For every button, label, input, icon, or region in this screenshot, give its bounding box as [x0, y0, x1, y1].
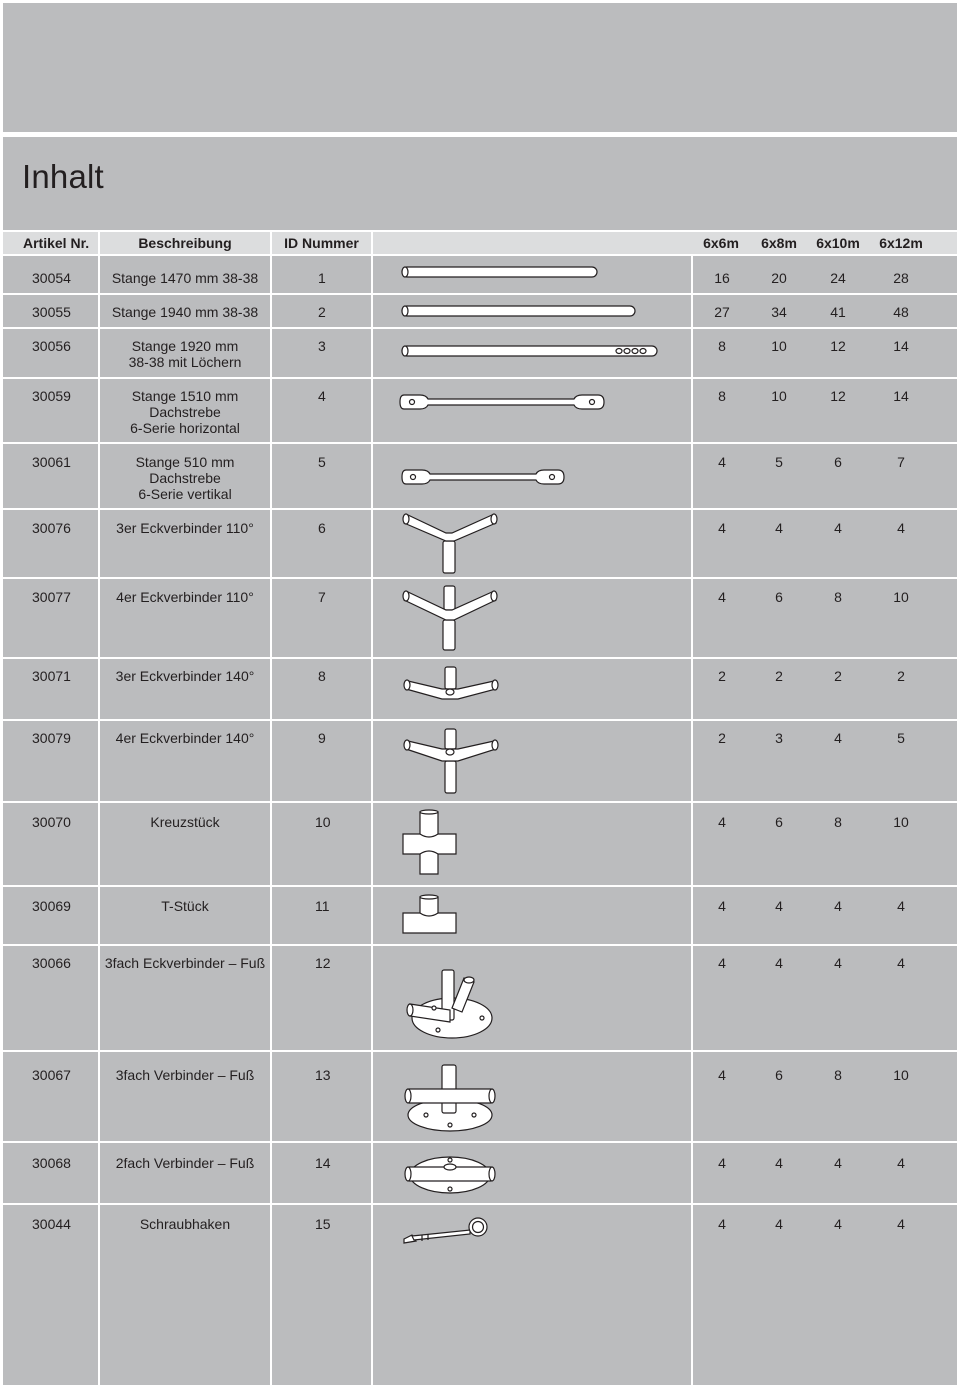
id-number: 2: [318, 304, 326, 320]
qty-6x8: 20: [771, 270, 787, 286]
vertical-roof-strut-icon: [400, 467, 568, 487]
id-number: 9: [318, 730, 326, 746]
qty-6x8: 4: [775, 1155, 783, 1171]
id-number: 3: [318, 338, 326, 354]
qty-6x10: 12: [830, 338, 846, 354]
qty-6x8: 5: [775, 454, 783, 470]
qty-6x8: 6: [775, 814, 783, 830]
qty-6x12: 10: [893, 814, 909, 830]
header-size-6x10: 6x10m: [816, 235, 860, 251]
artikel-number: 30066: [32, 955, 71, 971]
artikel-number: 30061: [32, 454, 71, 470]
description: Schraubhaken: [139, 1216, 231, 1232]
artikel-number: 30067: [32, 1067, 71, 1083]
qty-6x6: 16: [714, 270, 730, 286]
header-size-6x12: 6x12m: [879, 235, 923, 251]
horizontal-roof-strut-icon: [398, 392, 610, 412]
qty-6x10: 8: [834, 814, 842, 830]
row-separator: [3, 377, 957, 379]
qty-6x6: 4: [718, 454, 726, 470]
header-beschreibung: Beschreibung: [100, 232, 270, 254]
artikel-number: 30056: [32, 338, 71, 354]
perforated-pole-icon: [395, 341, 665, 361]
id-number: 5: [318, 454, 326, 470]
four-way-corner-connector-110-icon: [400, 584, 500, 652]
three-way-corner-foot-icon: [404, 968, 496, 1044]
qty-6x12: 5: [897, 730, 905, 746]
id-number: 6: [318, 520, 326, 536]
cross-piece-icon: [400, 808, 460, 878]
short-pole-icon: [395, 262, 605, 282]
row-separator: [3, 508, 957, 510]
id-number: 14: [315, 1155, 331, 1171]
description: Stange 1940 mm 38-38: [111, 304, 259, 320]
qty-6x12: 10: [893, 1067, 909, 1083]
id-number: 12: [315, 955, 331, 971]
qty-6x12: 28: [893, 270, 909, 286]
qty-6x10: 4: [834, 1155, 842, 1171]
qty-6x10: 24: [830, 270, 846, 286]
header-size-6x8: 6x8m: [761, 235, 797, 251]
qty-6x6: 4: [718, 898, 726, 914]
id-number: 7: [318, 589, 326, 605]
qty-6x12: 14: [893, 338, 909, 354]
description: 4er Eckverbinder 110°: [116, 589, 254, 605]
qty-6x12: 2: [897, 668, 905, 684]
artikel-number: 30055: [32, 304, 71, 320]
row-separator: [3, 442, 957, 444]
qty-6x10: 41: [830, 304, 846, 320]
qty-6x6: 4: [718, 1216, 726, 1232]
description: 3er Eckverbinder 110°: [116, 520, 254, 536]
qty-6x8: 34: [771, 304, 787, 320]
qty-6x6: 2: [718, 668, 726, 684]
qty-6x6: 8: [718, 338, 726, 354]
description: Stange 1470 mm 38-38: [111, 270, 259, 286]
three-way-corner-connector-140-icon: [402, 665, 500, 713]
artikel-number: 30044: [32, 1216, 71, 1232]
qty-6x6: 2: [718, 730, 726, 746]
id-number: 10: [315, 814, 331, 830]
description: T-Stück: [161, 898, 209, 914]
id-number: 1: [318, 270, 326, 286]
qty-6x8: 4: [775, 898, 783, 914]
long-pole-icon: [395, 301, 645, 321]
artikel-number: 30071: [32, 668, 71, 684]
two-way-foot-connector-icon: [402, 1153, 500, 1197]
row-separator: [3, 801, 957, 803]
qty-6x6: 8: [718, 388, 726, 404]
t-piece-icon: [400, 893, 460, 939]
qty-6x10: 6: [834, 454, 842, 470]
qty-6x8: 3: [775, 730, 783, 746]
row-separator: [3, 327, 957, 329]
qty-6x10: 8: [834, 589, 842, 605]
description: 4er Eckverbinder 140°: [115, 730, 255, 746]
qty-6x10: 4: [834, 955, 842, 971]
id-number: 13: [315, 1067, 331, 1083]
qty-6x6: 4: [718, 955, 726, 971]
artikel-number: 30077: [32, 589, 71, 605]
qty-6x8: 4: [775, 1216, 783, 1232]
qty-6x12: 4: [897, 898, 905, 914]
qty-6x12: 10: [893, 589, 909, 605]
artikel-number: 30069: [32, 898, 71, 914]
qty-6x10: 12: [830, 388, 846, 404]
qty-6x8: 6: [775, 589, 783, 605]
qty-6x8: 2: [775, 668, 783, 684]
artikel-number: 30070: [32, 814, 71, 830]
qty-6x12: 4: [897, 1216, 905, 1232]
header-size-6x6: 6x6m: [703, 235, 739, 251]
qty-6x10: 4: [834, 898, 842, 914]
description: 3fach Eckverbinder – Fuß: [104, 955, 266, 971]
artikel-number: 30068: [32, 1155, 71, 1171]
qty-6x12: 4: [897, 1155, 905, 1171]
row-separator: [3, 657, 957, 659]
qty-6x10: 4: [834, 1216, 842, 1232]
four-way-corner-connector-140-icon: [402, 727, 500, 797]
description: Stange 1510 mm Dachstrebe 6-Serie horizontal: [130, 388, 240, 436]
qty-6x8: 10: [771, 388, 787, 404]
qty-6x12: 7: [897, 454, 905, 470]
qty-6x8: 10: [771, 338, 787, 354]
qty-6x8: 4: [775, 520, 783, 536]
qty-6x6: 4: [718, 1155, 726, 1171]
qty-6x10: 8: [834, 1067, 842, 1083]
screw-hook-icon: [400, 1215, 492, 1249]
id-number: 11: [315, 898, 330, 914]
artikel-number: 30059: [32, 388, 71, 404]
id-number: 8: [318, 668, 326, 684]
row-separator: [3, 1141, 957, 1143]
qty-6x12: 4: [897, 955, 905, 971]
row-separator: [3, 885, 957, 887]
qty-6x12: 48: [893, 304, 909, 320]
three-way-foot-connector-icon: [402, 1063, 498, 1133]
row-separator: [3, 293, 957, 295]
id-number: 4: [318, 388, 326, 404]
header-sizes: [373, 232, 957, 254]
qty-6x6: 4: [718, 814, 726, 830]
artikel-number: 30079: [32, 730, 71, 746]
header-artikel: Artikel Nr.: [3, 232, 98, 254]
id-number: 15: [315, 1216, 331, 1232]
qty-6x8: 6: [775, 1067, 783, 1083]
row-separator: [3, 719, 957, 721]
description: 2fach Verbinder – Fuß: [115, 1155, 255, 1171]
qty-6x6: 4: [718, 589, 726, 605]
qty-6x10: 4: [834, 730, 842, 746]
three-way-corner-connector-110-icon: [400, 513, 500, 575]
top-band: [3, 3, 957, 132]
qty-6x10: 4: [834, 520, 842, 536]
row-separator: [3, 577, 957, 579]
artikel-number: 30076: [32, 520, 71, 536]
qty-6x12: 4: [897, 520, 905, 536]
title-band: [3, 137, 957, 230]
row-separator: [3, 1050, 957, 1052]
row-separator: [3, 1203, 957, 1205]
qty-6x10: 2: [834, 668, 842, 684]
qty-6x6: 4: [718, 520, 726, 536]
qty-6x6: 27: [714, 304, 730, 320]
qty-6x8: 4: [775, 955, 783, 971]
qty-6x6: 4: [718, 1067, 726, 1083]
page-title: Inhalt: [22, 158, 104, 195]
header-id-nummer: ID Nummer: [272, 232, 371, 254]
description: Kreuzstück: [150, 814, 220, 830]
description: Stange 1920 mm 38-38 mit Löchern: [128, 338, 242, 370]
description: 3er Eckverbinder 140°: [115, 668, 255, 684]
artikel-number: 30054: [32, 270, 71, 286]
description: Stange 510 mm Dachstrebe 6-Serie vertikal: [135, 454, 235, 502]
description: 3fach Verbinder – Fuß: [115, 1067, 255, 1083]
row-separator: [3, 944, 957, 946]
qty-6x12: 14: [893, 388, 909, 404]
